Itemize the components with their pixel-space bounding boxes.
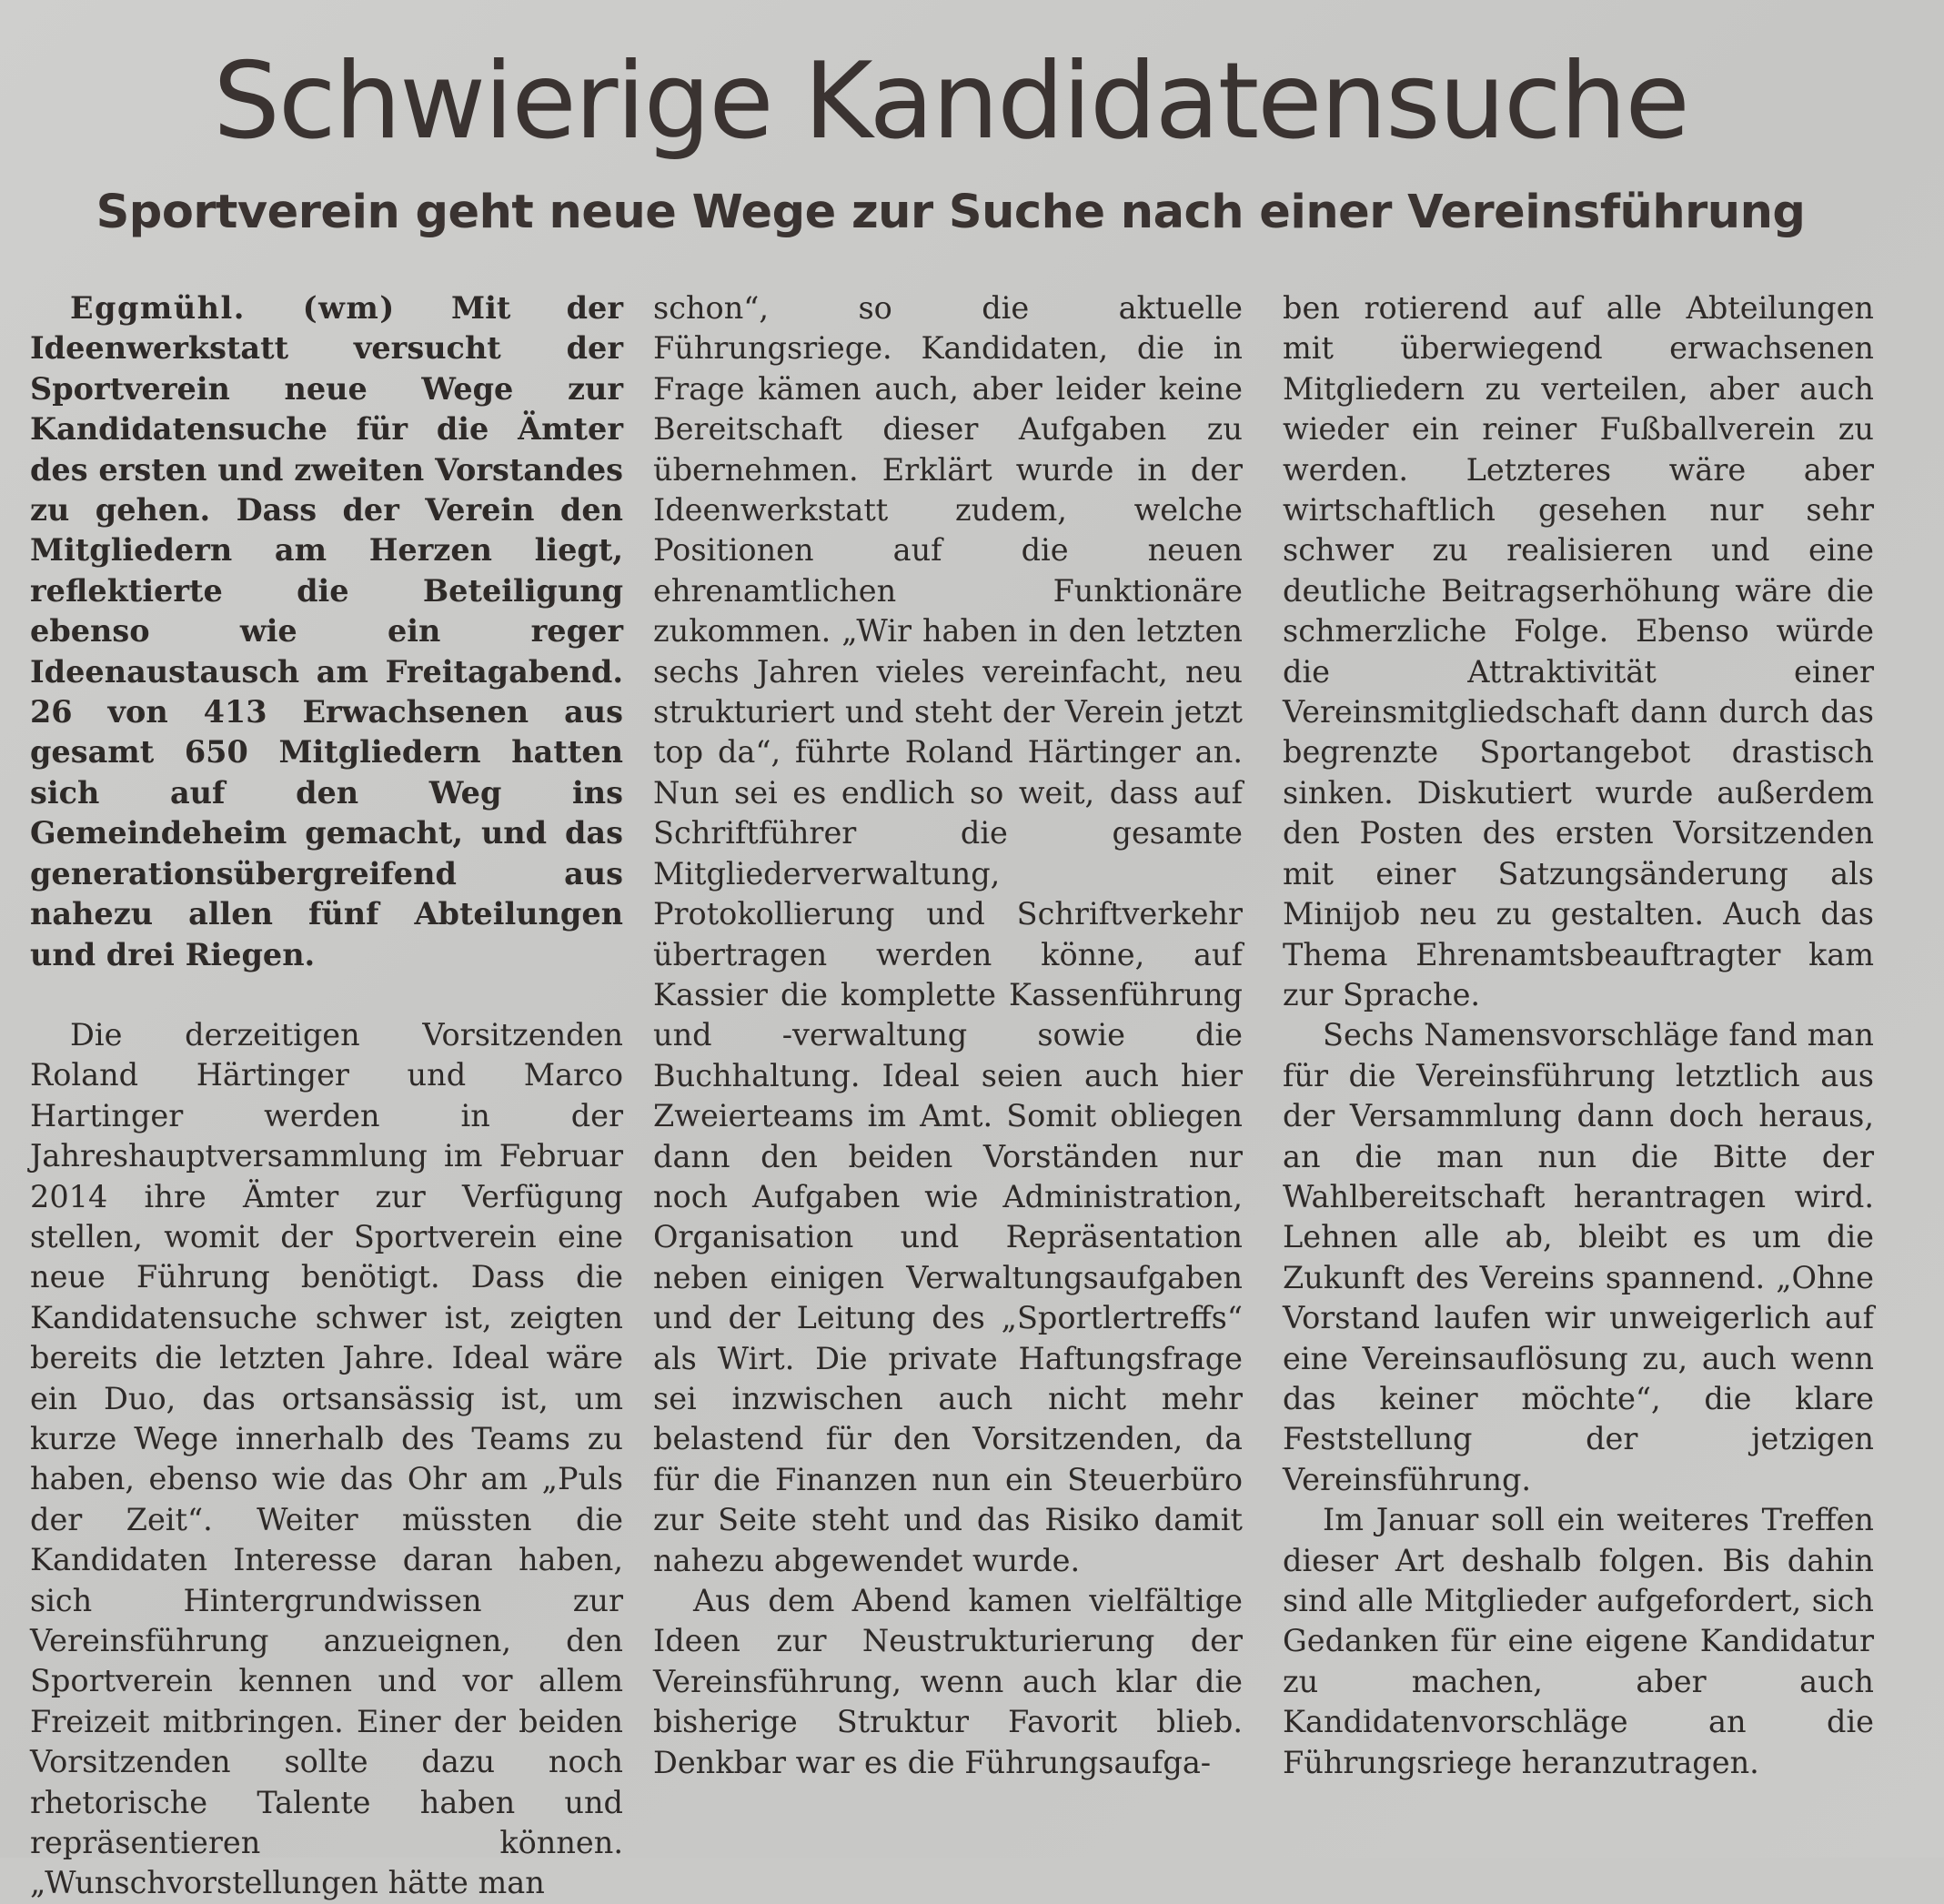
subheadline: Sportverein geht neue Wege zur Suche nach einer Vereinsführung: [96, 186, 1806, 239]
article-column-1: [30, 288, 623, 1904]
article-column-3: [1283, 288, 1874, 1783]
dateline: Eggmühl. (wm): [70, 290, 396, 326]
body-paragraph: Die derzeitigen Vorsitzenden Roland Härtinger und Marco Hartinger werden in der Jahreshauptversammlung im Februar 2014 ihre Ämter zur Verfügung stellen, womit der Sportverein eine neue Führung benötigt. Dass die Kandidatensuche schwer ist, zeigten bereits die letzten Jahre. Ideal wäre ein Duo, das ortsansässig ist, um kurze Wege innerhalb des Teams zu haben, ebenso wie das Ohr am „Puls der Zeit“. Weiter müssten die Kandidaten Interesse daran haben, sich Hintergrundwissen zur Vereinsführung anzueignen, den Sportverein kennen und vor allem Freizeit mitbringen. Einer der beiden Vorsitzenden sollte dazu noch rhetorische Talente haben und repräsentieren können. „Wunschvorstellungen hätte man: [30, 1016, 623, 1901]
body-paragraph: Aus dem Abend kamen vielfältige Ideen zur Neustrukturierung der Vereinsführung, wenn auch klar die bisherige Struktur Favorit blieb. Denkbar war es die Führungsaufga-: [653, 1583, 1243, 1780]
body-paragraph: Im Januar soll ein weiteres Treffen dieser Art deshalb folgen. Bis dahin sind alle Mitglieder aufgefordert, sich Gedanken für eine eigene Kandidatur zu machen, aber auch Kandidatenvorschläge an die Führungsriege heranzutragen.: [1283, 1502, 1874, 1780]
body-paragraph: ben rotierend auf alle Abteilungen mit überwiegend erwachsenen Mitgliedern zu verteilen, aber auch wieder ein reiner Fußballverein zu werden. Letzteres wäre aber wirtschaftlich gesehen nur sehr schwer zu realisieren und eine deutliche Beitragserhöhung wäre die schmerzliche Folge. Ebenso würde die Attraktivität einer Vereinsmitgliedschaft dann durch das begrenzte Sportangebot drastisch sinken. Diskutiert wurde außerdem den Posten des ersten Vorsitzenden mit einer Satzungsänderung als Minijob neu zu gestalten. Auch das Thema Ehrenamtsbeauftragter kam zur Sprache.: [1283, 290, 1874, 1012]
lead-paragraph: [30, 288, 623, 975]
article-column-2: [653, 288, 1243, 1783]
body-paragraph: schon“, so die aktuelle Führungsriege. Kandidaten, die in Frage kämen auch, aber leider keine Bereitschaft dieser Aufgaben zu übernehmen. Erklärt wurde in der Ideenwerkstatt zudem, welche Positionen auf die neuen ehrenamtlichen Funktionäre zukommen. „Wir haben in den letzten sechs Jahren vieles vereinfacht, neu strukturiert und steht der Verein jetzt top da“, führte Roland Härtinger an. Nun sei es endlich so weit, dass auf Schriftführer die gesamte Mitgliederverwaltung, Protokollierung und Schriftverkehr übertragen werden könne, auf Kassier die komplette Kassenführung und -verwaltung sowie die Buchhaltung. Ideal seien auch hier Zweierteams im Amt. Somit obliegen dann den beiden Vorständen nur noch Aufgaben wie Administration, Organisation und Repräsentation neben einigen Verwaltungsaufgaben und der Leitung des „Sportlertreffs“ als Wirt. Die private Haftungsfrage sei inzwischen auch nicht mehr belastend für den Vorsitzenden, da für die Finanzen nun ein Steuerbüro zur Seite steht und das Risiko damit nahezu abgewendet wurde.: [653, 290, 1243, 1578]
body-paragraph: Sechs Namensvorschläge fand man für die Vereinsführung letztlich aus der Versammlung dann doch heraus, an die man nun die Bitte der Wahlbereitschaft herantragen wird. Lehnen alle ab, bleibt es um die Zukunft des Vereins spannend. „Ohne Vorstand laufen wir unweigerlich auf eine Vereinsauflösung zu, auch wenn das keiner möchte“, die klare Feststellung der jetzigen Vereinsführung.: [1283, 1017, 1874, 1497]
headline: Schwierige Kandidatensuche: [213, 40, 1688, 163]
lead-text: Mit der Ideenwerkstatt versucht der Sportverein neue Wege zur Kandidatensuche für die Ämter des ersten und zweiten Vorstandes zu gehen. Dass der Verein den Mitgliedern am Herzen liegt, reflektierte die Beteiligung ebenso wie ein reger Ideenaustausch am Freitagabend. 26 von 413 Erwachsenen aus gesamt 650 Mitgliedern hatten sich auf den Weg ins Gemeindeheim gemacht, und das generationsübergreifend aus nahezu allen fünf Abteilungen und drei Riegen.: [30, 290, 623, 972]
